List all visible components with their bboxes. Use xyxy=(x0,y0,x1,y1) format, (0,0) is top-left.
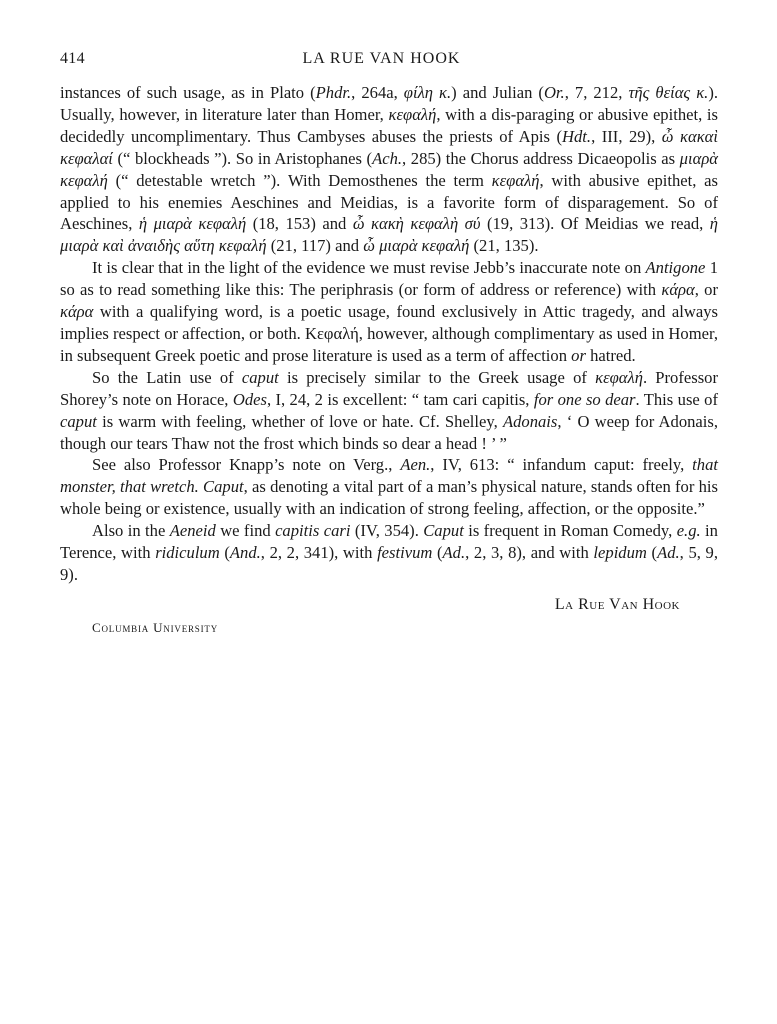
text-run: with a qualifying word, is a poetic usage, found exclusively in Attic tragedy, and always implies respect or affection, or both. Κεφαλή, however, although complimentary as used in Homer, in subsequent Greek poetic and prose literature is used as a term of affection xyxy=(60,302,718,365)
italic-text: ἡ μιαρὰ καὶ ἀναιδὴς αὕτη κεφαλή xyxy=(60,214,718,256)
text-run: ( xyxy=(646,543,658,563)
text-run: , with a dis-paraging or abusive epithet, is decidedly uncomplimentary. Thus Cambyses abuses the priests of Apis ( xyxy=(60,104,718,146)
italic-text: κεφαλή xyxy=(491,170,540,190)
italic-text: μιαρὰ κεφαλή xyxy=(60,148,718,190)
paragraph xyxy=(60,82,718,257)
italic-text: caput xyxy=(60,411,97,431)
page-number: 414 xyxy=(60,50,85,67)
italic-text: for one so dear xyxy=(533,389,636,409)
italic-text: Ach. xyxy=(372,148,403,168)
italic-text: e.g. xyxy=(676,521,701,541)
article-body xyxy=(60,82,718,586)
text-run: , IV, 613: “ infandum caput: freely, xyxy=(430,455,693,475)
italic-text: lepidum xyxy=(593,543,647,563)
text-run: (19, 313). Of Meidias we read, xyxy=(480,214,710,234)
text-run: It is clear that in the light of the evidence we must revise Jebb’s inaccurate note on xyxy=(92,258,646,278)
text-run: , or xyxy=(694,280,718,300)
paragraph xyxy=(60,454,718,520)
text-run: hatred. xyxy=(585,345,636,365)
italic-text: τῆς θείας κ. xyxy=(628,83,709,102)
text-run: ( xyxy=(219,543,230,563)
text-run: we find xyxy=(215,521,276,541)
italic-text: Odes xyxy=(232,389,267,409)
text-run: 1 so as to read something like this: The periphrasis (or form of address or reference) with xyxy=(60,258,718,300)
text-run: So the Latin use of xyxy=(92,367,242,387)
text-run: . Professor Shorey’s note on Horace, xyxy=(60,367,718,409)
text-run: , I, 24, 2 is excellent: “ tam cari capitis, xyxy=(266,389,534,409)
italic-text: caput xyxy=(241,367,279,387)
text-run: , III, 29), xyxy=(591,126,662,146)
text-run: (“ detestable wretch ”). With Demosthenes the term xyxy=(107,170,492,190)
italic-text: Adonais xyxy=(502,411,558,431)
text-run: instances of such usage, as in Plato ( xyxy=(60,83,316,102)
text-run: (18, 153) and xyxy=(246,214,353,234)
text-run: (21, 117) and xyxy=(266,236,364,256)
paragraph xyxy=(60,257,718,367)
italic-text: Aen. xyxy=(400,455,431,475)
text-run: , 7, 212, xyxy=(564,83,629,102)
text-run: (“ blockheads ”). So in Aristophanes ( xyxy=(112,148,373,168)
italic-text: And. xyxy=(229,543,261,563)
author-affiliation: Columbia University xyxy=(92,619,219,635)
text-run: . This use of xyxy=(635,389,718,409)
italic-text: Caput xyxy=(423,521,464,541)
italic-text: Or. xyxy=(543,83,565,102)
italic-text: capitis cari xyxy=(275,521,351,541)
italic-text: κάρα xyxy=(60,302,94,322)
italic-text: Hdt. xyxy=(562,126,592,146)
text-run: , 2, 3, 8), and with xyxy=(465,543,594,563)
italic-text: that monster, that wretch. Caput xyxy=(60,455,718,497)
document-page xyxy=(60,50,718,636)
italic-text: or xyxy=(571,345,586,365)
text-run: , ‘ O weep for Adonais, though our tears Thaw not the frost which binds so dear a head ! ’ ” xyxy=(60,411,718,453)
italic-text: Phdr. xyxy=(315,83,352,102)
italic-text: Antigone xyxy=(645,258,706,278)
italic-text: festivum xyxy=(377,543,433,563)
italic-text: ἡ μιαρὰ κεφαλή xyxy=(138,214,247,234)
italic-text: κεφαλή xyxy=(595,367,643,387)
italic-text: ὦ κακὴ κεφαλὴ σύ xyxy=(352,214,481,234)
text-run: , 5, 9, 9). xyxy=(60,543,718,584)
text-run: , 264a, xyxy=(351,83,404,102)
text-run: ). Usually, however, in literature later than Homer, xyxy=(60,83,719,124)
italic-text: ὦ κακαὶ κεφαλαί xyxy=(60,126,718,168)
text-run: , as denoting a vital part of a man’s physical nature, stands often for his whole being or existence, usually with an indication of strong feeling, affection, or the opposite.” xyxy=(60,477,718,519)
text-run: (IV, 354). xyxy=(350,521,424,541)
paragraph xyxy=(60,520,718,586)
text-run: is precisely similar to the Greek usage of xyxy=(278,367,596,387)
text-run: ( xyxy=(432,543,443,563)
italic-text: Ad. xyxy=(657,543,680,563)
italic-text: κάρα xyxy=(661,280,695,300)
author-signature: La Rue Van Hook xyxy=(554,595,680,613)
italic-text: Aeneid xyxy=(169,521,216,541)
text-run: See also Professor Knapp’s note on Verg., xyxy=(92,455,401,475)
text-run: (21, 135). xyxy=(469,236,539,256)
text-run: is warm with feeling, whether of love or hate. Cf. Shelley, xyxy=(96,411,503,431)
text-run: , 2, 2, 341), with xyxy=(260,543,378,563)
text-run: Also in the xyxy=(92,521,170,541)
paragraph xyxy=(60,367,718,455)
italic-text: Ad. xyxy=(442,543,466,563)
italic-text: ridiculum xyxy=(155,543,220,563)
text-run: is frequent in Roman Comedy, xyxy=(463,521,677,541)
italic-text: κεφαλή xyxy=(388,104,437,124)
text-run: , with abusive epithet, as applied to his enemies Aeschines and Meidias, is a favorite form of disparagement. So of Aeschines, xyxy=(60,170,718,234)
running-head: LA RUE VAN HOOK xyxy=(302,50,461,67)
italic-text: ὦ μιαρὰ κεφαλή xyxy=(363,236,470,256)
text-run: , 285) the Chorus address Dicaeopolis as xyxy=(402,148,680,168)
text-run: ) and Julian ( xyxy=(451,83,544,102)
page-header xyxy=(60,50,718,72)
italic-text: φίλη κ. xyxy=(403,83,452,102)
text-run: in Terence, with xyxy=(60,521,718,563)
